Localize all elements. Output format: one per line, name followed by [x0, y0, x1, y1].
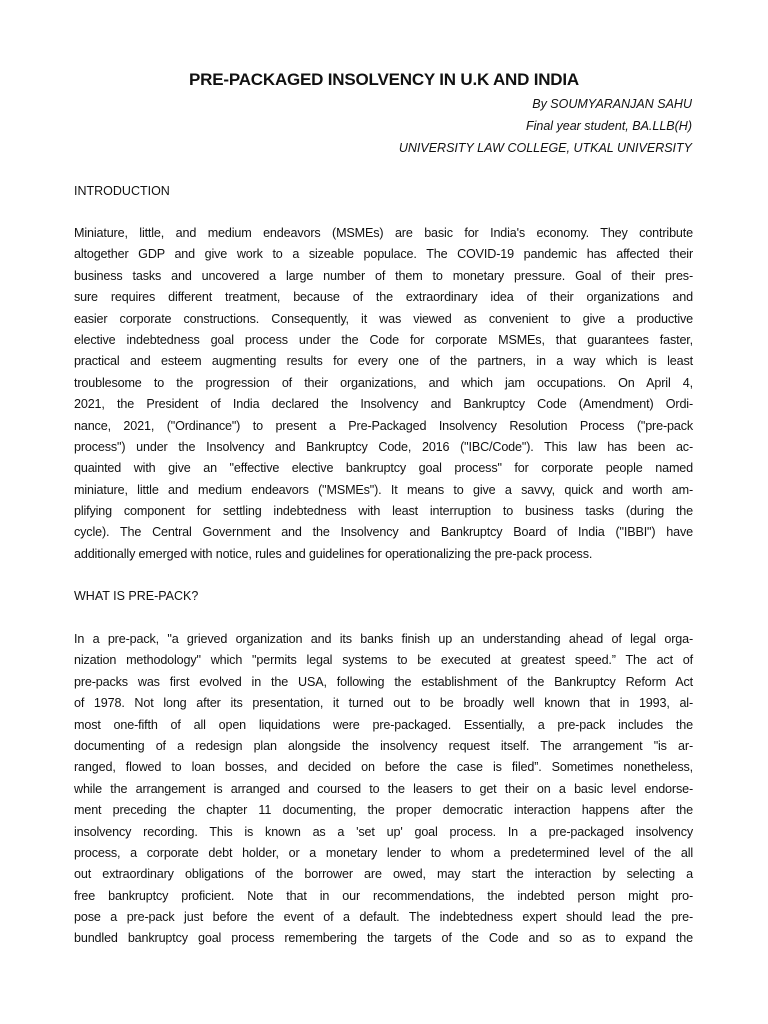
paragraph-line: troublesome to the progression of their organizations, and which jam occupations. On April 4, — [74, 375, 693, 390]
paragraph-line: most one-fifth of all open liquidations were pre-packaged. Essentially, a pre-pack includes the — [74, 717, 693, 732]
paragraph-line: out extraordinary obligations of the borrower are owed, may start the interaction by selecting a — [74, 867, 693, 882]
paragraph-line: free bankruptcy proficient. Note that in our recommendations, the indebted person might pro- — [74, 888, 693, 903]
paragraph-line: nization methodology" which "permits legal systems to be executed at greatest speed.” The act of — [74, 653, 693, 668]
author-role: Final year student, BA.LLB(H) — [525, 119, 692, 133]
paragraph-line: process") under the Insolvency and Bankruptcy Code, 2016 ("IBC/Code"). This law has been ac- — [74, 439, 693, 454]
paragraph-line: cycle). The Central Government and the Insolvency and Bankruptcy Board of India ("IBBI") have — [74, 525, 693, 540]
paragraph-line: altogether GDP and give work to a sizeable populace. The COVID-19 pandemic has affected their — [74, 247, 693, 262]
paragraph-line: quainted with give an "effective elective bankruptcy goal process" for corporate people named — [74, 461, 693, 476]
paragraph-line: nance, 2021, ("Ordinance") to present a Pre-Packaged Insolvency Resolution Process ("pre-pack — [74, 418, 693, 433]
paragraph-line: documenting of a redesign plan alongside the insolvency request itself. The arrangement "is ar- — [74, 738, 693, 753]
paragraph-line: practical and esteem augmenting results for every one of the partners, in a way which is least — [74, 354, 693, 369]
document-title: PRE-PACKAGED INSOLVENCY IN U.K AND INDIA — [189, 70, 579, 89]
section-heading-introduction: INTRODUCTION — [74, 184, 170, 198]
paragraph-line: of 1978. Not long after its presentation, it turned out to be broadly well known that in 1993, al- — [74, 696, 693, 711]
paragraph-line: additionally emerged with notice, rules and guidelines for operationalizing the pre-pack process. — [74, 546, 593, 561]
paragraph-line: process, a corporate debt holder, or a monetary lender to whom a predetermined level of the all — [74, 845, 693, 860]
paragraph-line: ment preceding the chapter 11 documenting, the proper democratic interaction happens after the — [74, 803, 693, 818]
paragraph-line: insolvency recording. This is known as a 'set up' goal process. In a pre-packaged insolvency — [74, 824, 693, 839]
pre-pack-paragraph — [74, 629, 693, 950]
paragraph-line: 2021, the President of India declared the Insolvency and Bankruptcy Code (Amendment) Ordi- — [74, 397, 693, 412]
author-institution: UNIVERSITY LAW COLLEGE, UTKAL UNIVERSITY — [398, 141, 692, 155]
paragraph-line: pose a pre-pack just before the event of a default. The indebtedness expert should lead the pre- — [74, 910, 693, 925]
paragraph-line: miniature, little and medium endeavors ("MSMEs"). It means to give a savvy, quick and worth am- — [74, 482, 693, 497]
paragraph-line: business tasks and uncovered a large number of them to monetary pressure. Goal of their pres- — [74, 268, 693, 283]
paragraph-line: ranged, flowed to loan bosses, and decided on before the case is filed”. Sometimes nonetheless, — [74, 760, 693, 775]
author-name: By SOUMYARANJAN SAHU — [532, 97, 692, 111]
introduction-paragraph — [74, 223, 693, 565]
paragraph-line: Miniature, little, and medium endeavors (MSMEs) are basic for India's economy. They contribute — [74, 226, 693, 240]
paragraph-line: elective indebtedness goal process under the Code for corporate MSMEs, that guarantees faster, — [74, 332, 693, 347]
paragraph-line: pre-packs was first evolved in the USA, following the establishment of the Bankruptcy Reform Act — [74, 674, 693, 689]
paragraph-line: bundled bankruptcy goal process remembering the targets of the Code and so as to expand the — [74, 931, 693, 946]
paragraph-line: sure requires different treatment, because of the extraordinary idea of their organizations and — [74, 290, 693, 305]
section-heading-what-is-pre-pack: WHAT IS PRE-PACK? — [74, 589, 199, 603]
paragraph-line: while the arrangement is arranged and coursed to the leasers to get their on a basic level endorse- — [74, 781, 693, 796]
paragraph-line: easier corporate constructions. Consequently, it was viewed as convenient to give a productive — [74, 311, 693, 326]
paragraph-line: In a pre-pack, "a grieved organization and its banks finish up an understanding ahead of legal orga- — [74, 632, 693, 646]
paragraph-line: plifying component for settling indebtedness with least interruption to business tasks (during the — [74, 504, 693, 519]
